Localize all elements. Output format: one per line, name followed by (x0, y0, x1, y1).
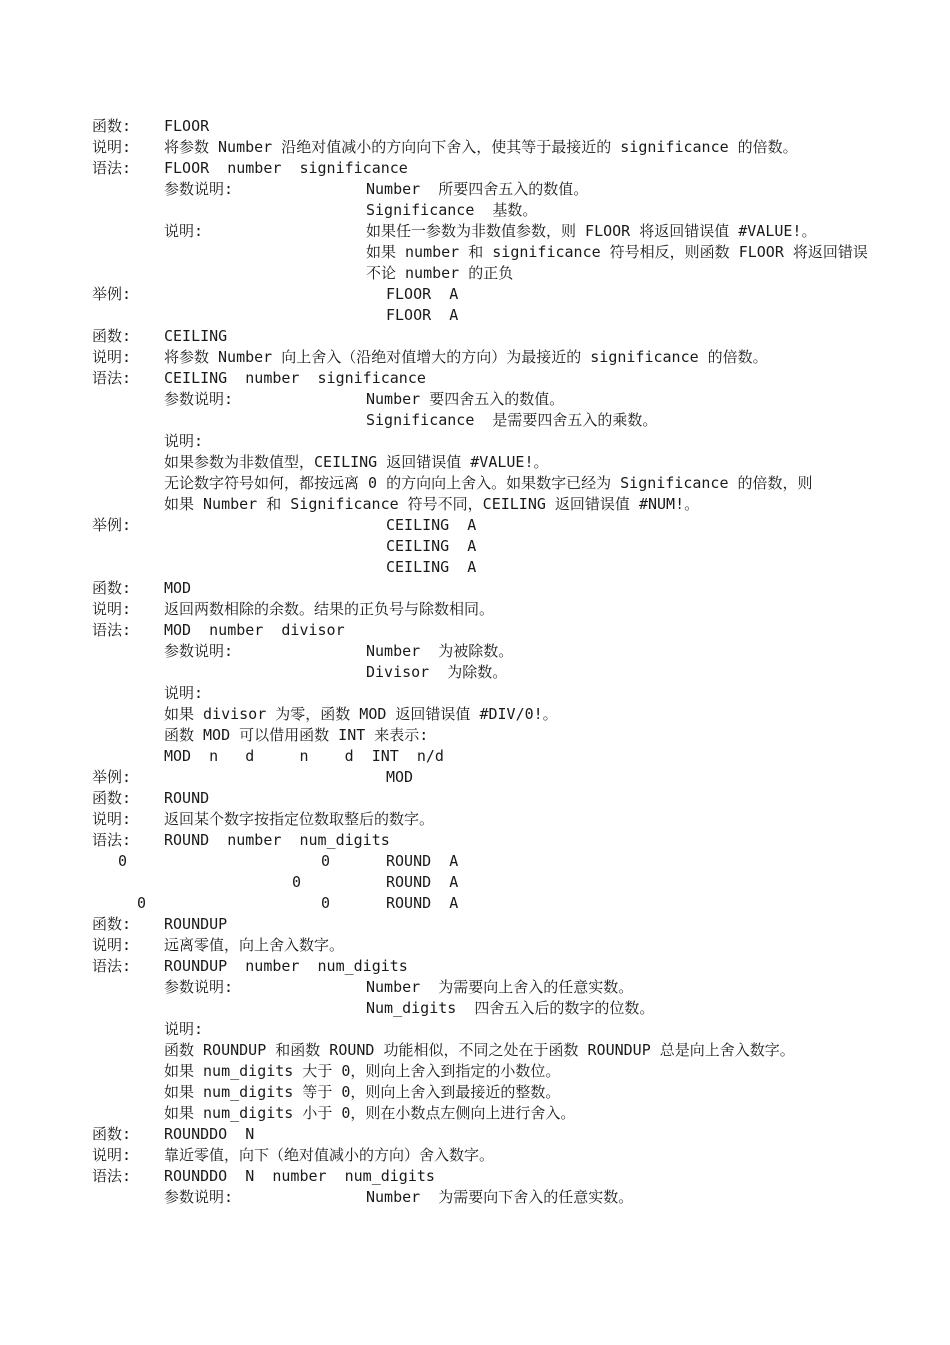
row-text: ROUND A (386, 894, 459, 912)
document-row (0, 767, 950, 788)
row-text: 说明: (164, 432, 204, 450)
document-row (0, 137, 950, 158)
row-key-label: 说明: (92, 810, 132, 828)
row-text: CEILING (164, 327, 228, 345)
document-row (0, 1019, 950, 1040)
document-row (0, 557, 950, 578)
document-row (0, 620, 950, 641)
row-text: ROUND (164, 789, 210, 807)
document-row (0, 914, 950, 935)
row-text: CEILING A (386, 537, 477, 555)
row-text: ROUND A (386, 852, 459, 870)
document-row (0, 704, 950, 725)
document-row (0, 452, 950, 473)
row-key-label: 函数: (92, 117, 132, 135)
row-text: ROUNDDO N (164, 1125, 255, 1143)
row-key-label: 说明: (92, 936, 132, 954)
row-text: ROUNDUP number num_digits (164, 957, 408, 975)
document-row (0, 158, 950, 179)
row-text: Number 为需要向下舍入的任意实数。 (366, 1188, 634, 1206)
document-row (0, 1145, 950, 1166)
row-text: 如果任一参数为非数值参数，则 FLOOR 将返回错误值 #VALUE!。 (366, 222, 817, 240)
document-row (0, 326, 950, 347)
document-row (0, 977, 950, 998)
row-text: Number 要四舍五入的数值。 (366, 390, 565, 408)
row-text: 函数 ROUNDUP 和函数 ROUND 功能相似，不同之处在于函数 ROUNDUP 总是向上舍入数字。 (164, 1041, 795, 1059)
document-row (0, 1040, 950, 1061)
row-text: MOD (164, 579, 192, 597)
row-text: 参数说明: (164, 642, 234, 660)
row-key-label: 说明: (92, 600, 132, 618)
row-key-label: 说明: (92, 138, 132, 156)
row-key-label: 说明: (92, 1146, 132, 1164)
document-row (0, 578, 950, 599)
document-row (0, 242, 950, 263)
document-row (0, 284, 950, 305)
document-row (0, 1187, 950, 1208)
document-row (0, 536, 950, 557)
row-key-label: 举例: (92, 285, 132, 303)
row-key-label: 举例: (92, 516, 132, 534)
row-text: 不论 number 的正负 (366, 264, 514, 282)
document-row (0, 662, 950, 683)
row-text: Number 为被除数。 (366, 642, 514, 660)
row-text: 函数 MOD 可以借用函数 INT 来表示: (164, 726, 429, 744)
row-text: 返回两数相除的余数。结果的正负号与除数相同。 (164, 600, 495, 618)
document-row (0, 641, 950, 662)
row-text: CEILING A (386, 558, 477, 576)
document-row (0, 410, 950, 431)
row-key-label: 语法: (92, 1167, 132, 1185)
document-row (0, 368, 950, 389)
row-text: 如果 number 和 significance 符号相反，则函数 FLOOR 将返回错误 (366, 243, 868, 261)
row-text: Num_digits 四舍五入后的数字的位数。 (366, 999, 655, 1017)
row-text: 说明: (164, 222, 204, 240)
row-text: FLOOR number significance (164, 159, 408, 177)
row-text: 远离零值，向上舍入数字。 (164, 936, 345, 954)
row-key-label: 函数: (92, 789, 132, 807)
document-row (0, 494, 950, 515)
document-row (0, 893, 950, 914)
document-row (0, 1082, 950, 1103)
row-text: 无论数字符号如何，都按远离 0 的方向向上舍入。如果数字已经为 Significance 的倍数，则 (164, 474, 813, 492)
document-row (0, 1124, 950, 1145)
row-text: 说明: (164, 1020, 204, 1038)
row-text: ROUND A (386, 873, 459, 891)
row-text: 参数说明: (164, 1188, 234, 1206)
row-text: 如果 Number 和 Significance 符号不同，CEILING 返回错误值 #NUM!。 (164, 495, 700, 513)
document-row (0, 809, 950, 830)
row-text: CEILING number significance (164, 369, 426, 387)
row-text: 将参数 Number 沿绝对值减小的方向向下舍入，使其等于最接近的 significance 的倍数。 (164, 138, 798, 156)
document-row (0, 347, 950, 368)
row-text: Divisor 为除数。 (366, 663, 508, 681)
row-text: MOD n d n d INT n/d (164, 747, 444, 765)
document-row (0, 179, 950, 200)
document-row (0, 263, 950, 284)
row-key-label: 说明: (92, 348, 132, 366)
row-key-label: 函数: (92, 1125, 132, 1143)
document-row (0, 935, 950, 956)
document-row (0, 431, 950, 452)
document-row (0, 1061, 950, 1082)
document-row (0, 683, 950, 704)
row-text: 0 (321, 894, 331, 912)
row-text: 将参数 Number 向上舍入（沿绝对值增大的方向）为最接近的 significance 的倍数。 (164, 348, 768, 366)
row-text: 如果 num_digits 小于 0，则在小数点左侧向上进行舍入。 (164, 1104, 576, 1122)
row-text: Significance 是需要四舍五入的乘数。 (366, 411, 658, 429)
row-key-label: 函数: (92, 327, 132, 345)
document-row (0, 872, 950, 893)
row-key-label: 语法: (92, 621, 132, 639)
document-row (0, 998, 950, 1019)
row-text: 如果 num_digits 等于 0，则向上舍入到最接近的整数。 (164, 1083, 561, 1101)
row-text: Number 所要四舍五入的数值。 (366, 180, 589, 198)
document-row (0, 221, 950, 242)
document-row (0, 116, 950, 137)
row-text: 说明: (164, 684, 204, 702)
row-text: FLOOR A (386, 285, 459, 303)
document-row (0, 851, 950, 872)
row-key-label: 语法: (92, 957, 132, 975)
document-row (0, 599, 950, 620)
row-text: 0 (321, 852, 331, 870)
row-key-label: 语法: (92, 369, 132, 387)
row-text: 靠近零值，向下（绝对值减小的方向）舍入数字。 (164, 1146, 495, 1164)
document-row (0, 473, 950, 494)
row-text: CEILING A (386, 516, 477, 534)
row-text: FLOOR A (386, 306, 459, 324)
document-row (0, 788, 950, 809)
row-text: 返回某个数字按指定位数取整后的数字。 (164, 810, 435, 828)
document-row (0, 830, 950, 851)
row-text: Significance 基数。 (366, 201, 538, 219)
row-text: 参数说明: (164, 978, 234, 996)
row-text: ROUNDUP (164, 915, 228, 933)
row-text: 0 (137, 894, 147, 912)
document-row (0, 1103, 950, 1124)
row-text: 参数说明: (164, 180, 234, 198)
row-text: MOD (386, 768, 414, 786)
row-text: 如果参数为非数值型，CEILING 返回错误值 #VALUE!。 (164, 453, 549, 471)
row-key-label: 语法: (92, 159, 132, 177)
document-row (0, 305, 950, 326)
row-text: 0 (292, 873, 302, 891)
row-text: 如果 divisor 为零，函数 MOD 返回错误值 #DIV/0!。 (164, 705, 558, 723)
row-text: Number 为需要向上舍入的任意实数。 (366, 978, 634, 996)
document-row (0, 515, 950, 536)
row-key-label: 函数: (92, 579, 132, 597)
row-text: 0 (118, 852, 128, 870)
row-key-label: 函数: (92, 915, 132, 933)
document-row (0, 746, 950, 767)
document-row (0, 956, 950, 977)
document-row (0, 1166, 950, 1187)
row-key-label: 举例: (92, 768, 132, 786)
row-text: 如果 num_digits 大于 0，则向上舍入到指定的小数位。 (164, 1062, 561, 1080)
row-text: ROUND number num_digits (164, 831, 390, 849)
document-row (0, 389, 950, 410)
row-text: FLOOR (164, 117, 210, 135)
row-key-label: 语法: (92, 831, 132, 849)
row-text: MOD number divisor (164, 621, 345, 639)
document-row (0, 200, 950, 221)
row-text: ROUNDDO N number num_digits (164, 1167, 435, 1185)
row-text: 参数说明: (164, 390, 234, 408)
document-row (0, 725, 950, 746)
